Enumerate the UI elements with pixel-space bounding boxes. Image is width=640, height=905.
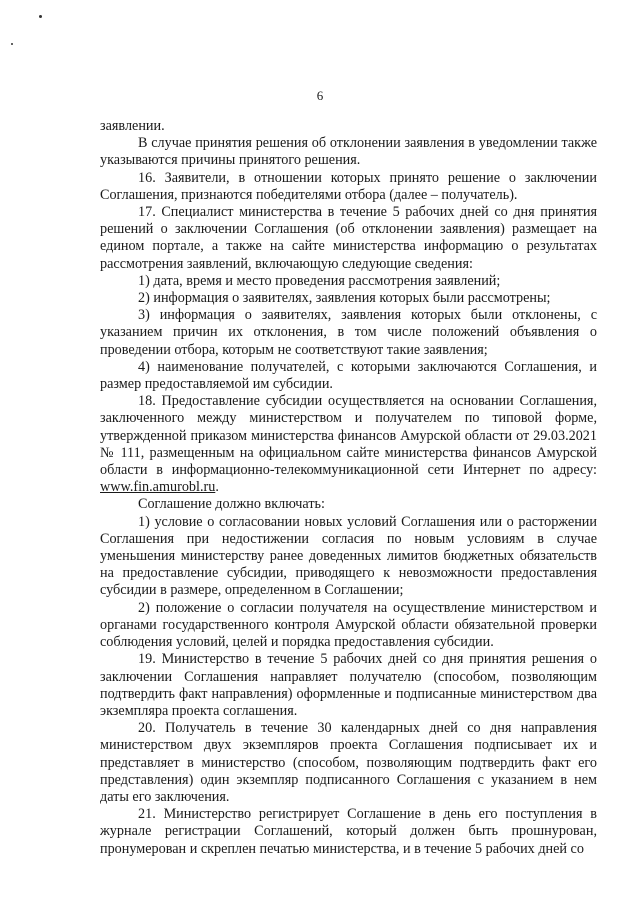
paragraph-17-item-2: 2) информация о заявителях, заявления которых были рассмотрены; [138,290,551,307]
paragraph-18-tail: . [215,479,219,496]
paragraph-18-text: 18. Предоставление субсидии осуществляется на основании Соглашения, заключенного между министерством и получателем по типовой форме, утвержденной приказом министерства финансов Амурской области от 29.03.2021 № 111, размещенным на официальном сайте министерства финансов Амурской области в информационно-телекоммуникационной сети Интернет по адресу: [100,393,597,479]
paragraph-17-item-1: 1) дата, время и место проведения рассмотрения заявлений; [138,272,501,289]
paragraph-20: 20. Получатель в течение 30 календарных дней со дня направления министерством двух экземпляров проекта Соглашения подписывает их и представляет в министерство (способом, позволяющим подтвердить факт его представления) один экземпляр подписанного Соглашения с указанием в нем даты его заключения. [100,720,597,805]
paragraph-16: 16. Заявители, в отношении которых принято решение о заключении Соглашения, признаются победителями отбора (далее – получатель). [100,169,597,203]
scan-speck-left [11,43,13,45]
paragraph-agreement-include: Соглашение должно включать: [138,496,325,513]
page-number: 6 [316,88,324,103]
paragraph-continuation: заявлении. [100,118,165,134]
paragraph-rejection-reasons: В случае принятия решения об отклонении заявления в уведомлении также указываются причины принятого решения. [100,135,597,169]
paragraph-include-item-2: 2) положение о согласии получателя на осуществление министерством и органами государственного контроля Амурской области обязательной проверки соблюдения условий, целей и порядка предоставления субсидии. [100,599,597,651]
paragraph-21: 21. Министерство регистрирует Соглашение в день его поступления в журнале регистрации Соглашений, который должен быть прошнурован, пронумерован и скреплен печатью министерства, и в течение 5 рабочих дней со [100,806,597,857]
document-body [100,118,597,858]
paragraph-19: 19. Министерство в течение 5 рабочих дней со дня принятия решения о заключении Соглашения направляет получателю (способом, позволяющим подтвердить факт направления) оформленные и подписанные министерством два экземпляра проекта соглашения. [100,651,597,719]
paragraph-17: 17. Специалист министерства в течение 5 рабочих дней со дня принятия решений о заключении Соглашения (об отклонении заявления) размещает на едином портале, а также на сайте министерства информацию о результатах рассмотрения заявлений, включающую следующие сведения: [100,204,597,272]
paragraph-include-item-1: 1) условие о согласовании новых условий Соглашения или о расторжении Соглашения при недостижении согласия по новым условиям в случае уменьшения министерству ранее доведенных лимитов бюджетных обязательств на предоставление субсидии, приводящего к невозможности предоставления субсидии в размере, определенном в Соглашении; [100,513,597,599]
paragraph-17-item-3: 3) информация о заявителях, заявления которых были отклонены, с указанием причин их отклонения, в том числе положений объявления о проведении отбора, которым не соответствуют такие заявления; [100,307,597,358]
paragraph-17-item-4: 4) наименование получателей, с которыми заключаются Соглашения, и размер предоставляемой им субсидии. [100,358,597,393]
scan-speck-top [39,15,42,18]
paragraph-18 [100,393,597,496]
ministry-finance-site-link[interactable]: www.fin.amurobl.ru [100,479,216,496]
